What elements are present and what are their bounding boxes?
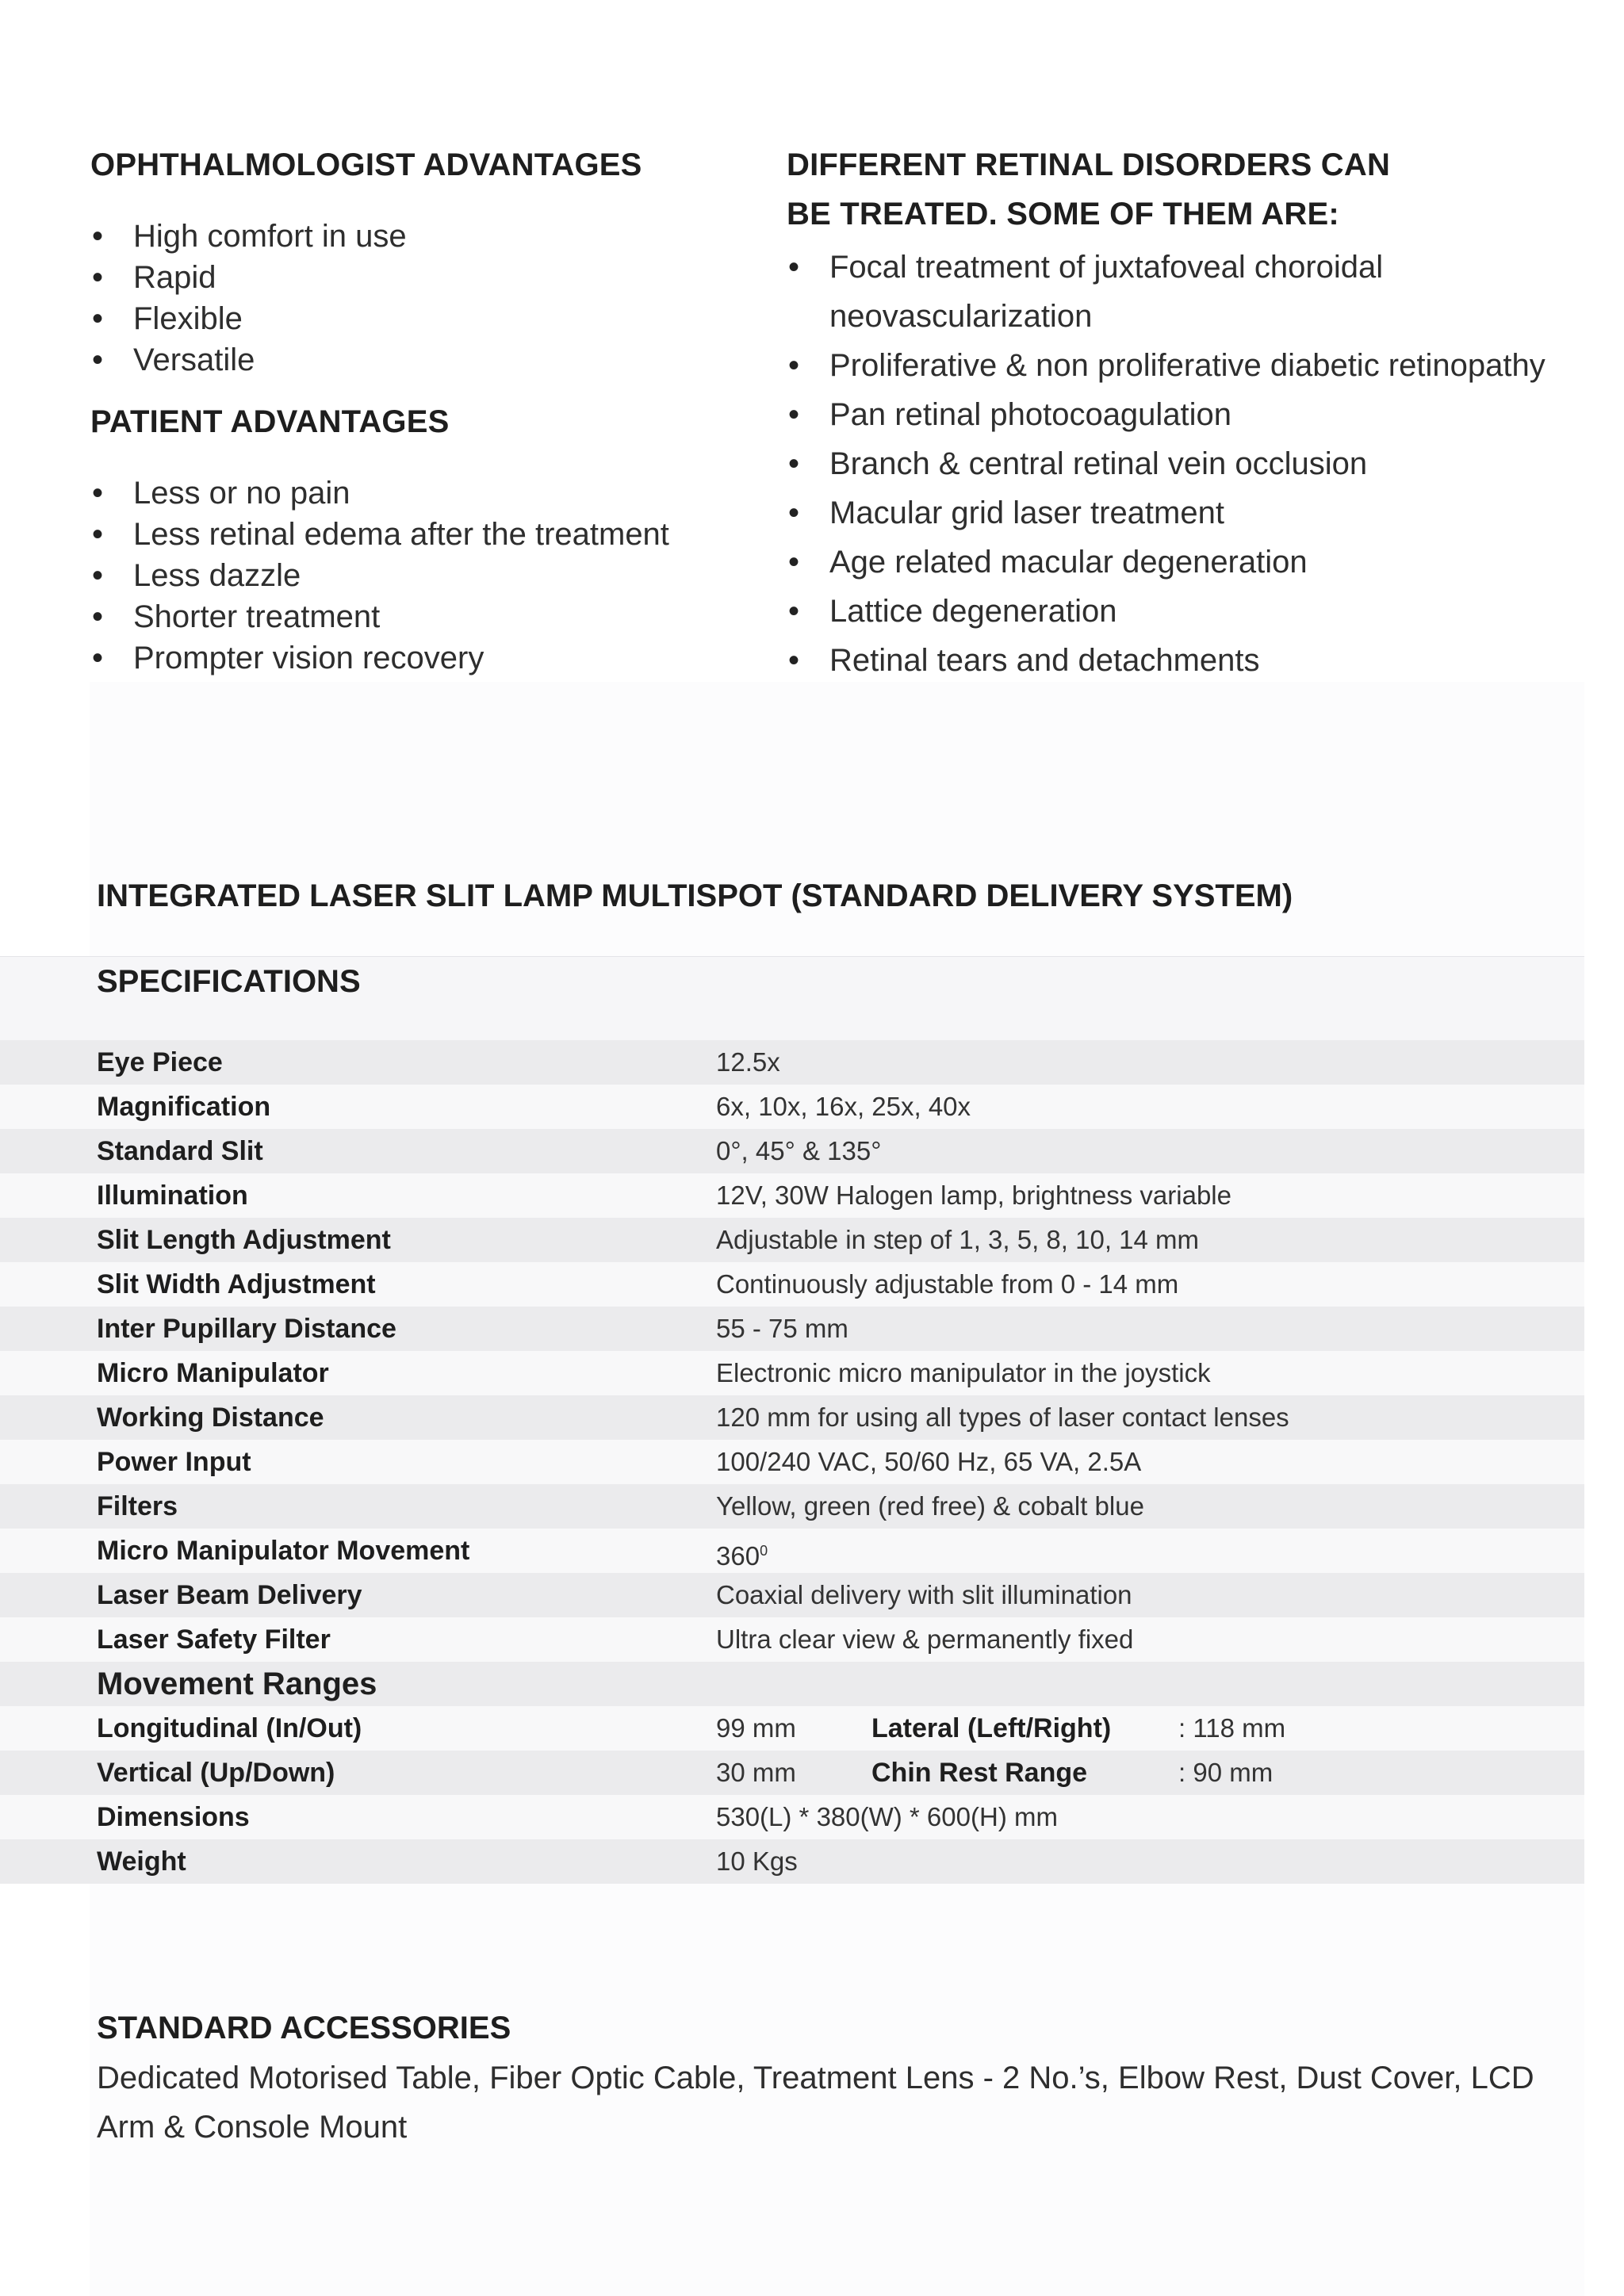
table-row	[0, 1839, 1584, 1884]
table-row	[0, 1218, 1584, 1262]
list-item: • Branch & central retinal vein occlusion	[787, 439, 1580, 488]
list-item: • Lattice degeneration	[787, 587, 1580, 636]
patient-heading: PATIENT ADVANTAGES	[90, 404, 450, 439]
spec-label: Micro Manipulator Movement	[97, 1536, 470, 1566]
list-item: • Less retinal edema after the treatment	[90, 514, 669, 555]
accessories-heading: STANDARD ACCESSORIES	[97, 2011, 511, 2045]
accessories-text: Dedicated Motorised Table, Fiber Optic Cable, Treatment Lens - 2 No.’s, Elbow Rest, Dust Cover, LCD Arm & Console Mount	[97, 2061, 1534, 2145]
spec-value: 530(L) * 380(W) * 600(H) mm	[716, 1802, 1058, 1831]
list-item: • Rapid	[90, 257, 407, 298]
spec-label: Slit Length Adjustment	[97, 1225, 391, 1255]
list-item: • Retinal tears and detachments	[787, 636, 1580, 685]
spec-label: Working Distance	[97, 1402, 324, 1433]
table-row	[0, 1795, 1584, 1839]
spec-label: Weight	[97, 1846, 186, 1877]
spec-value: 30 mm	[716, 1758, 796, 1787]
spec-label: Longitudinal (In/Out)	[97, 1713, 362, 1743]
table-row	[0, 1706, 1584, 1751]
specifications-table	[0, 1040, 1584, 1884]
list-item: • Versatile	[90, 339, 407, 381]
spec-value: Ultra clear view & permanently fixed	[716, 1624, 1134, 1654]
list-item: • Proliferative & non proliferative diabetic retinopathy	[787, 341, 1580, 390]
patient-list	[90, 473, 669, 679]
spec-value: 12.5x	[716, 1047, 780, 1077]
table-row	[0, 1040, 1584, 1085]
list-item: • Less dazzle	[90, 555, 669, 596]
list-item: • Shorter treatment	[90, 596, 669, 637]
spec-label: Power Input	[97, 1447, 251, 1477]
ophthalmologist-list	[90, 216, 407, 381]
product-title: INTEGRATED LASER SLIT LAMP MULTISPOT (STANDARD DELIVERY SYSTEM)	[97, 878, 1293, 913]
list-item: • Age related macular degeneration	[787, 538, 1580, 587]
spec-value: 12V, 30W Halogen lamp, brightness variable	[716, 1181, 1231, 1210]
list-item	[787, 243, 1580, 341]
spec-label: Dimensions	[97, 1802, 250, 1832]
spec-value: Adjustable in step of 1, 3, 5, 8, 10, 14 mm	[716, 1225, 1200, 1254]
table-row	[0, 1129, 1584, 1173]
spec-value: 10 Kgs	[716, 1846, 798, 1876]
specifications-heading: SPECIFICATIONS	[97, 964, 361, 999]
spec-value: Continuously adjustable from 0 - 14 mm	[716, 1269, 1179, 1299]
table-row	[0, 1395, 1584, 1440]
table-row	[0, 1351, 1584, 1395]
spec-label: Magnification	[97, 1092, 271, 1122]
disorders-heading-line1: DIFFERENT RETINAL DISORDERS CAN	[787, 147, 1391, 182]
movement-ranges-heading: Movement Ranges	[97, 1667, 377, 1701]
spec-value: : 118 mm	[1178, 1713, 1286, 1743]
table-row	[0, 1307, 1584, 1351]
list-item: • High comfort in use	[90, 216, 407, 257]
table-row	[0, 1440, 1584, 1484]
list-item: • Macular grid laser treatment	[787, 488, 1580, 538]
table-row	[0, 1085, 1584, 1129]
spec-value: 100/240 VAC, 50/60 Hz, 65 VA, 2.5A	[716, 1447, 1142, 1476]
spec-label: Laser Safety Filter	[97, 1624, 331, 1655]
spec-value: 0°, 45° & 135°	[716, 1136, 882, 1165]
spec-label: Lateral (Left/Right)	[871, 1713, 1112, 1743]
spec-label: Laser Beam Delivery	[97, 1580, 362, 1610]
table-row	[0, 1262, 1584, 1307]
disorders-heading-line2: BE TREATED. SOME OF THEM ARE:	[787, 197, 1339, 232]
table-row	[0, 1484, 1584, 1529]
list-item: • Pan retinal photocoagulation	[787, 390, 1580, 439]
table-row	[0, 1617, 1584, 1662]
spec-label: Illumination	[97, 1181, 248, 1211]
ophthalmologist-heading: OPHTHALMOLOGIST ADVANTAGES	[90, 147, 642, 182]
spec-label: Eye Piece	[97, 1047, 223, 1077]
table-row	[0, 1529, 1584, 1573]
spec-value-number: 360	[716, 1541, 760, 1571]
spec-value: 55 - 75 mm	[716, 1314, 848, 1343]
movement-ranges-row	[0, 1662, 1584, 1706]
spec-value	[716, 1529, 768, 1578]
spec-value: Electronic micro manipulator in the joystick	[716, 1358, 1211, 1387]
spec-label: Vertical (Up/Down)	[97, 1758, 335, 1788]
spec-value: Coaxial delivery with slit illumination	[716, 1580, 1132, 1609]
spec-value: Yellow, green (red free) & cobalt blue	[716, 1491, 1144, 1521]
table-row	[0, 1173, 1584, 1218]
spec-label: Slit Width Adjustment	[97, 1269, 376, 1299]
table-row	[0, 1751, 1584, 1795]
spec-label: Micro Manipulator	[97, 1358, 329, 1388]
list-item: • Flexible	[90, 298, 407, 339]
spec-label: Filters	[97, 1491, 178, 1521]
table-row	[0, 1573, 1584, 1617]
spec-label: Inter Pupillary Distance	[97, 1314, 396, 1344]
list-item-text: • Focal treatment of juxtafoveal choroidal neovascularization	[829, 250, 1384, 334]
spec-label: Standard Slit	[97, 1136, 263, 1166]
list-item: • Prompter vision recovery	[90, 637, 669, 679]
degree-superscript: 0	[760, 1543, 768, 1559]
list-item: • Less or no pain	[90, 473, 669, 514]
spec-value: 99 mm	[716, 1713, 796, 1743]
spec-value: : 90 mm	[1178, 1758, 1274, 1787]
spec-label: Chin Rest Range	[871, 1758, 1088, 1788]
spec-value: 6x, 10x, 16x, 25x, 40x	[716, 1092, 971, 1121]
disorders-list	[787, 243, 1580, 685]
spec-value: 120 mm for using all types of laser contact lenses	[716, 1402, 1289, 1432]
